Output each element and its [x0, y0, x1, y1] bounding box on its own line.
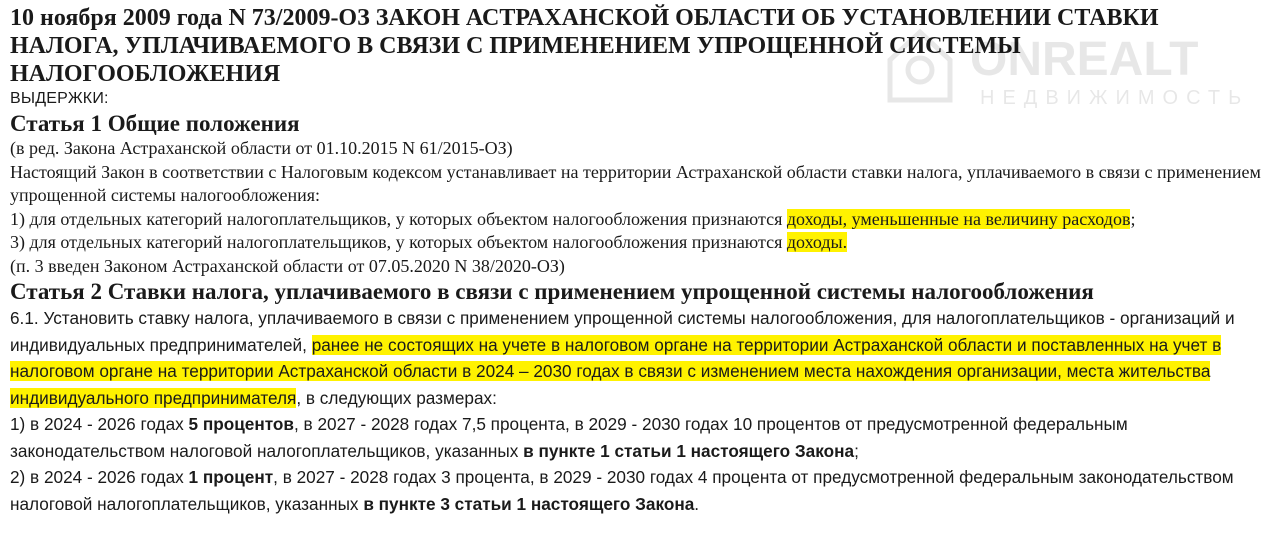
sub2-reference: в пункте 3 статьи 1 настоящего Закона: [363, 493, 695, 514]
article-1-intro: Настоящий Закон в соответствии с Налоговым кодексом устанавливает на территории Астраханской области ставки налога, уплачиваемого в связи с применением упрощенной системы налогообложения:: [10, 161, 1261, 205]
sub2-a: 2) в 2024 - 2026 годах: [10, 467, 189, 487]
p61-text: 6.1. Установить ставку налога, уплачиваемого в связи с применением упрощенной системы налогообложения, для налогоплательщиков - организаций и индивидуальных предпринимателей,: [10, 308, 1235, 355]
article-2-subitem-2: [10, 464, 1272, 517]
document: [10, 4, 1272, 517]
excerpts-label: ВЫДЕРЖКИ:: [10, 90, 109, 107]
item-1-highlight: доходы, уменьшенные на величину расходов: [786, 208, 1131, 229]
article-1-edition-note: (в ред. Закона Астраханской области от 01.10.2015 N 61/2015-ОЗ): [10, 138, 513, 158]
article-2-paragraph-6-1: [10, 305, 1272, 411]
sub2-c: , в 2027 - 2028 годах 3 процента, в 2029 - 2030 годах 4 процента от предусмотренной федеральным законодательством налоговой налогоплательщиков, указанных: [10, 467, 1234, 514]
article-1-item-3: [10, 231, 1272, 255]
item-3-text: 3) для отдельных категорий налогоплательщиков, у которых объектом налогообложения признаются: [10, 232, 787, 252]
item-1-text: 1) для отдельных категорий налогоплательщиков, у которых объектом налогообложения признаются: [10, 208, 787, 229]
article-1-heading: Статья 1 Общие положения: [10, 111, 300, 136]
sub1-rate: 5 процентов: [188, 414, 294, 434]
item-1-end: ;: [1130, 208, 1136, 229]
article-1-item-1: [10, 208, 1272, 232]
p61-end: , в следующих размерах:: [296, 387, 497, 408]
p61-highlight: ранее не состоящих на учете в налоговом органе на территории Астраханской области и поставленных на учет в налоговом органе на территории Астраханской области в 2024 – 2030 годах в связи с изменением места нахождения организации, места жительства индивидуального предпринимателя: [10, 334, 1222, 408]
article-1-item-3-note: (п. 3 введен Законом Астраханской области от 07.05.2020 N 38/2020-ОЗ): [10, 255, 565, 276]
watermark-subtitle: НЕДВИЖИМОСТЬ: [980, 87, 1250, 109]
sub2-e: .: [694, 493, 700, 514]
sub1-e: ;: [854, 440, 859, 461]
sub2-rate: 1 процент: [188, 467, 274, 487]
sub1-reference: в пункте 1 статьи 1 настоящего Закона: [523, 440, 855, 461]
document-title: 10 ноября 2009 года N 73/2009-ОЗ ЗАКОН АСТРАХАНСКОЙ ОБЛАСТИ ОБ УСТАНОВЛЕНИИ СТАВКИ НАЛОГА, УПЛАЧИВАЕМОГО В СВЯЗИ С ПРИМЕНЕНИЕМ УПРОЩЕННОЙ СИСТЕМЫ НАЛОГООБЛОЖЕНИЯ: [10, 5, 1159, 87]
sub1-a: 1) в 2024 - 2026 годах: [10, 414, 189, 434]
watermark-brand: ONREALT: [970, 33, 1199, 86]
article-2-heading: Статья 2 Ставки налога, уплачиваемого в связи с применением упрощенной системы налогообложения: [10, 279, 1094, 304]
sub1-c: , в 2027 - 2028 годах 7,5 процента, в 2029 - 2030 годах 10 процентов от предусмотренной федеральным законодательством налоговой налогоплательщиков, указанных: [10, 414, 1128, 461]
article-2-subitem-1: [10, 411, 1272, 464]
item-3-highlight: доходы.: [786, 232, 848, 252]
